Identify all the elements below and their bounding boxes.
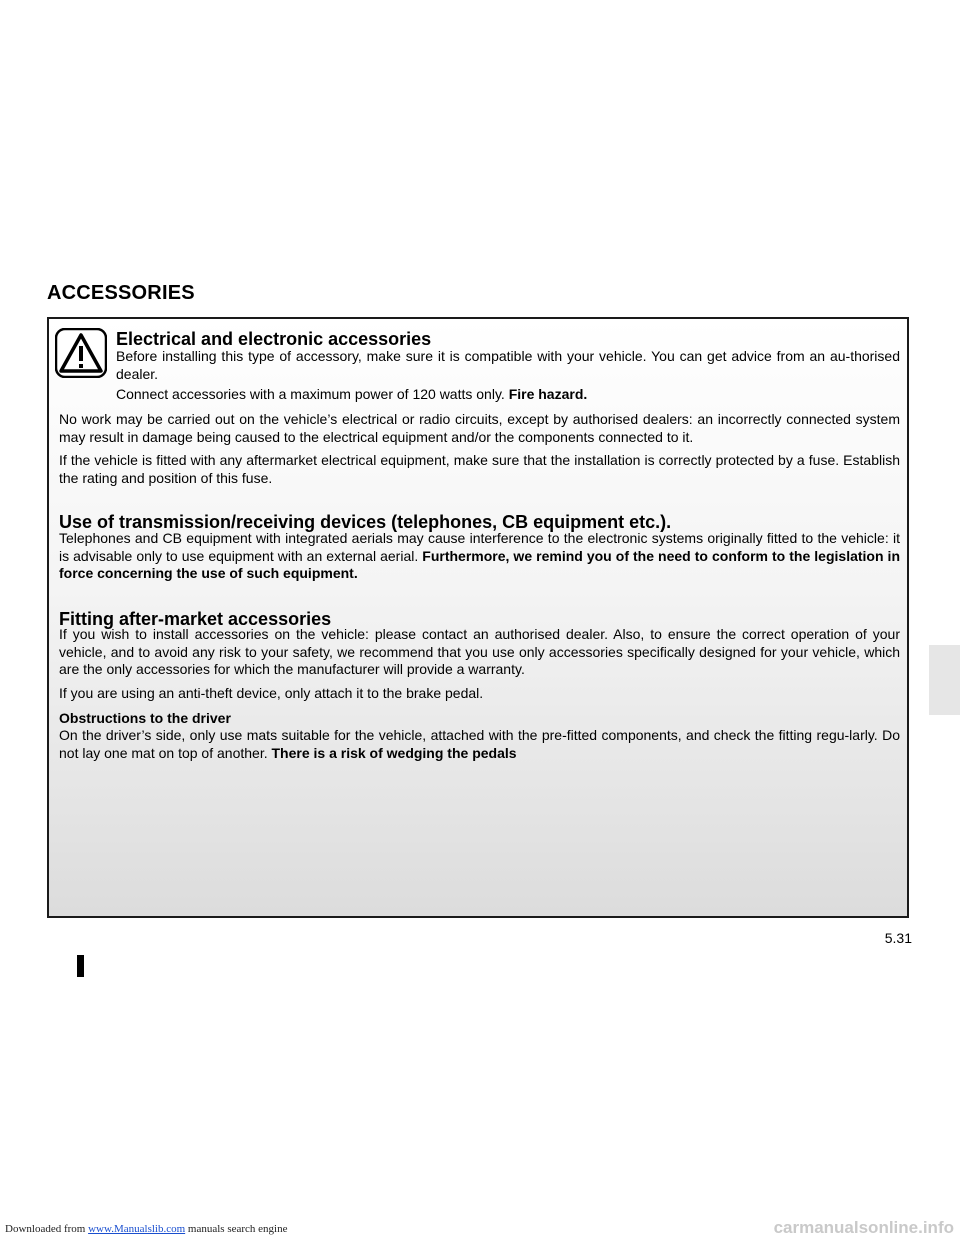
watermark: carmanualsonline.info <box>773 1218 954 1237</box>
chapter-tab <box>929 645 960 715</box>
heading-electrical: Electrical and electronic accessories <box>116 329 432 349</box>
transmission-paragraph <box>59 530 900 583</box>
download-footer <box>5 1223 287 1235</box>
fitting-sub-heading: Obstructions to the driver <box>59 710 231 726</box>
fitting-paragraph-3 <box>59 727 900 762</box>
electrical-p2-text: Connect accessories with a maximum power of 120 watts only. <box>116 386 509 402</box>
fitting-p3-bold: There is a risk of wedging the pedals <box>271 744 517 761</box>
footer-suffix: manuals search engine <box>185 1223 288 1235</box>
warning-triangle-icon <box>55 328 107 378</box>
footer-link[interactable]: www.Manualslib.com <box>88 1223 186 1235</box>
electrical-p2-bold: Fire hazard. <box>508 386 588 402</box>
fitting-p3-text: On the driver’s side, only use mats suitable for the vehicle, attached with the pre-fitted components, and check the fitting regu-larly. Do not lay one mat on top of another. <box>59 727 900 761</box>
fitting-paragraph-2: If you are using an anti-theft device, only attach it to the brake pedal. <box>59 685 484 701</box>
page-number: 5.31 <box>884 930 912 946</box>
heading-fitting: Fitting after-market accessories <box>59 609 332 629</box>
electrical-paragraph-4: If the vehicle is fitted with any aftermarket electrical equipment, make sure that the installation is correctly protected by a fuse. Establish the rating and position of this fuse. <box>59 452 900 486</box>
page-title: ACCESSORIES <box>47 282 195 304</box>
fitting-paragraph-1: If you wish to install accessories on the vehicle: please contact an authorised dealer. Also, to ensure the correct operation of your vehicle, and to avoid any risk to your safety, we recommend that you use only accessories specifically designed for your vehicle, which are the only accessories for which the manufacturer will provide a warranty. <box>59 626 900 677</box>
transmission-p1-bold: Furthermore, we remind you of the need to conform to the legislation in force concerning the use of such equipment. <box>59 547 900 581</box>
corner-mark <box>77 955 84 977</box>
electrical-paragraph-2 <box>116 386 900 404</box>
heading-transmission: Use of transmission/receiving devices (telephones, CB equipment etc.). <box>59 512 672 532</box>
transmission-p1-text: Telephones and CB equipment with integrated aerials may cause interference to the electronic systems originally fitted to the vehicle: it is advisable only to use equipment with an external aerial. <box>59 530 900 564</box>
electrical-paragraph-3: No work may be carried out on the vehicle’s electrical or radio circuits, except by authorised dealers: an incorrectly connected system may result in damage being caused to the electrical equipment and/or the components connected to it. <box>59 411 900 445</box>
electrical-paragraph-1: Before installing this type of accessory, make sure it is compatible with your vehicle. You can get advice from an au-thorised dealer. <box>116 348 900 382</box>
footer-prefix: Downloaded from <box>5 1223 89 1235</box>
